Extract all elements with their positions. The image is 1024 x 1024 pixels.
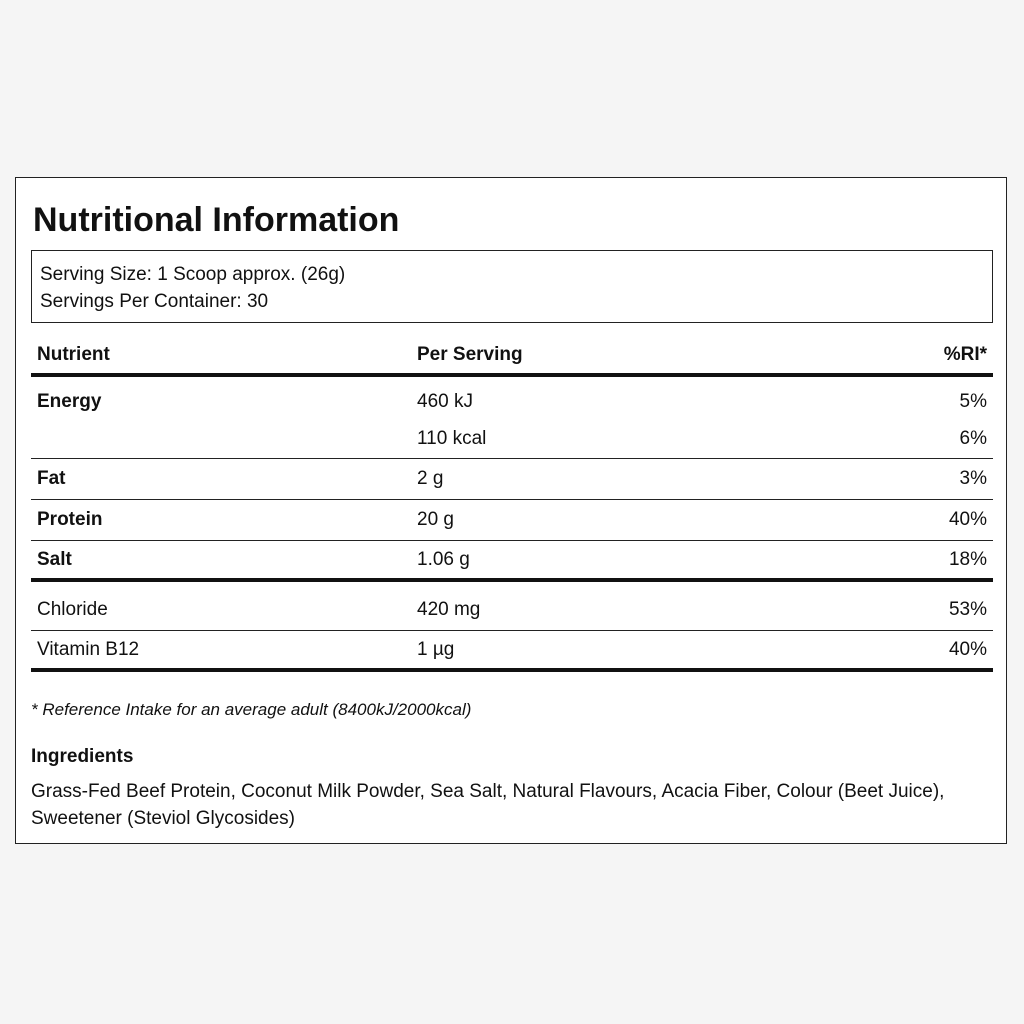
header-ri: %RI* — [943, 343, 987, 365]
nutrient-name: Salt — [37, 548, 72, 570]
table-row-energy-kj — [31, 377, 993, 419]
ri-value: 3% — [959, 468, 987, 489]
nutrition-table — [31, 336, 993, 672]
nutrient-name: Vitamin B12 — [37, 638, 140, 660]
servings-per-container: Servings Per Container: 30 — [40, 291, 269, 312]
reference-intake-footnote: * Reference Intake for an average adult (8400kJ/2000kcal) — [31, 700, 472, 719]
per-serving-value: 20 g — [417, 509, 454, 530]
serving-size: Serving Size: 1 Scoop approx. (26g) — [40, 264, 346, 285]
table-row-protein — [31, 500, 993, 541]
table-row-vitamin-b12 — [31, 631, 993, 672]
nutrition-label — [15, 177, 1007, 844]
header-nutrient: Nutrient — [37, 343, 110, 365]
per-serving-value: 1.06 g — [417, 548, 470, 570]
per-serving-value: 2 g — [417, 468, 444, 489]
per-serving-value: 460 kJ — [417, 391, 473, 412]
table-header-row — [31, 336, 993, 377]
nutrient-name: Fat — [37, 468, 66, 489]
nutrient-name: Protein — [37, 509, 103, 530]
nutrient-name: Chloride — [37, 599, 108, 620]
ri-value: 5% — [959, 391, 987, 412]
label-title: Nutritional Information — [33, 201, 400, 239]
ri-value: 40% — [948, 509, 987, 530]
per-serving-value: 110 kcal — [417, 427, 487, 449]
serving-info-box — [31, 250, 993, 323]
per-serving-value: 420 mg — [417, 599, 481, 620]
ri-value: 53% — [948, 599, 987, 620]
ri-value: 18% — [948, 548, 987, 570]
ingredients-heading: Ingredients — [31, 746, 134, 767]
table-row-energy-kcal — [31, 419, 993, 459]
table-row-chloride — [31, 582, 993, 631]
table-row-fat — [31, 459, 993, 500]
ingredients-list: Grass-Fed Beef Protein, Coconut Milk Powder, Sea Salt, Natural Flavours, Acacia Fiber, Colour (Beet Juice), Sweetener (Steviol Glycosides) — [31, 781, 945, 829]
header-per-serving: Per Serving — [417, 343, 523, 365]
ri-value: 40% — [948, 638, 987, 660]
nutrient-name: Energy — [37, 391, 102, 412]
ri-value: 6% — [959, 427, 987, 449]
per-serving-value: 1 µg — [417, 638, 455, 660]
table-row-salt — [31, 541, 993, 582]
